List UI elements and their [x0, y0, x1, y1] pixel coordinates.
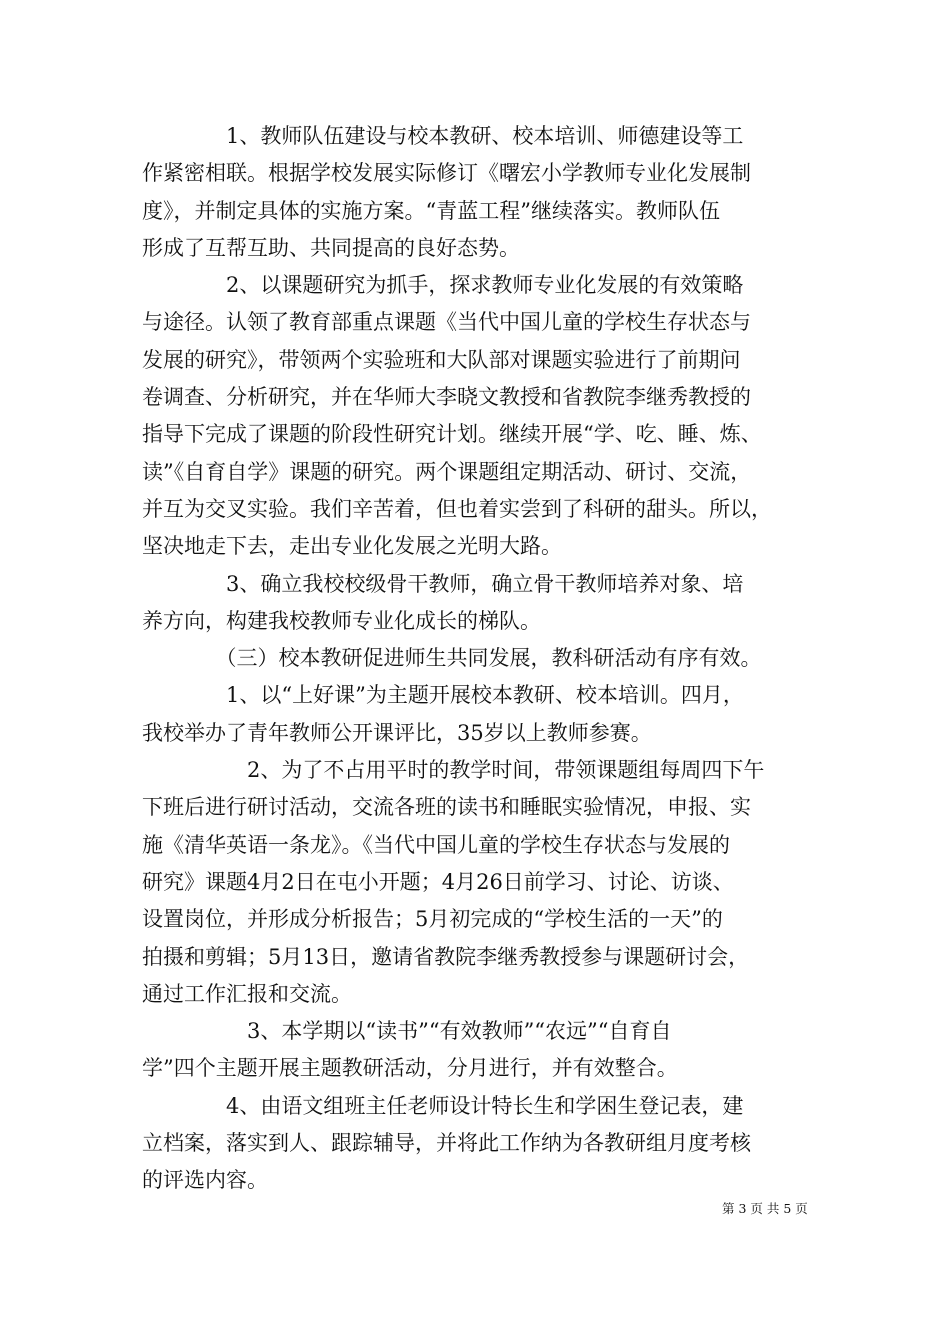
text-line: 作紧密相联。根据学校发展实际修订《曙宏小学教师专业化发展制 [142, 161, 751, 186]
text-line: 我校举办了青年教师公开课评比，35岁以上教师参赛。 [142, 720, 652, 745]
text-line: 2、为了不占用平时的教学时间，带领课题组每周四下午 [142, 758, 765, 783]
text-line: 发展的研究》，带领两个实验班和大队部对课题实验进行了前期问 [142, 347, 741, 372]
text-line: 立档案，落实到人、跟踪辅导，并将此工作纳为各教研组月度考核 [142, 1131, 751, 1156]
text-line: 学”四个主题开展主题教研活动，分月进行，并有效整合。 [142, 1056, 678, 1081]
text-line: 4、由语文组班主任老师设计特长生和学困生登记表，建 [142, 1093, 744, 1118]
text-line: 养方向，构建我校教师专业化成长的梯队。 [142, 608, 541, 633]
text-line: 坚决地走下去，走出专业化发展之光明大路。 [142, 534, 562, 559]
text-line: 拍摄和剪辑；5月13日，邀请省教院李继秀教授参与课题研讨会， [142, 944, 750, 969]
page-number-footer: 第 3 页 共 5 页 [722, 1201, 808, 1216]
text-line: 研究》课题4月2日在屯小开题；4月26日前学习、讨论、访谈、 [142, 869, 734, 894]
text-line: 指导下完成了课题的阶段性研究计划。继续开展“学、吃、睡、炼、 [142, 422, 762, 447]
text-line: 通过工作汇报和交流。 [142, 981, 352, 1006]
text-line: 的评选内容。 [142, 1168, 268, 1193]
text-line: 3、本学期以“读书”“有效教师”“农远”“自育自 [142, 1019, 672, 1044]
text-line: 度》，并制定具体的实施方案。“青蓝工程”继续落实。教师队伍 [142, 198, 720, 223]
text-line: 并互为交叉实验。我们辛苦着，但也着实尝到了科研的甜头。所以， [142, 496, 772, 521]
text-line: 施《清华英语一条龙》。《当代中国儿童的学校生存状态与发展的 [142, 832, 730, 857]
text-line: 2、以课题研究为抓手，探求教师专业化发展的有效策略 [142, 273, 744, 298]
document-body [142, 118, 810, 1200]
text-line: 形成了互帮互助、共同提高的良好态势。 [142, 235, 520, 260]
text-line: 3、确立我校校级骨干教师，确立骨干教师培养对象、培 [142, 571, 744, 596]
text-line: 1、教师队伍建设与校本教研、校本培训、师德建设等工 [142, 124, 744, 148]
text-line: 卷调查、分析研究，并在华师大李晓文教授和省教院李继秀教授的 [142, 385, 751, 410]
text-line: 设置岗位，并形成分析报告；5月初完成的“学校生活的一天”的 [142, 907, 723, 932]
text-line: 1、以“上好课”为主题开展校本教研、校本培训。四月， [142, 683, 744, 708]
text-line: 与途径。认领了教育部重点课题《当代中国儿童的学校生存状态与 [142, 310, 751, 335]
text-line: 读”《自育自学》课题的研究。两个课题组定期活动、研讨、交流， [142, 459, 752, 484]
text-line: 下班后进行研讨活动，交流各班的读书和睡眠实验情况，申报、实 [142, 795, 751, 820]
section-heading: （三）校本教研促进师生共同发展，教科研活动有序有效。 [142, 646, 762, 671]
